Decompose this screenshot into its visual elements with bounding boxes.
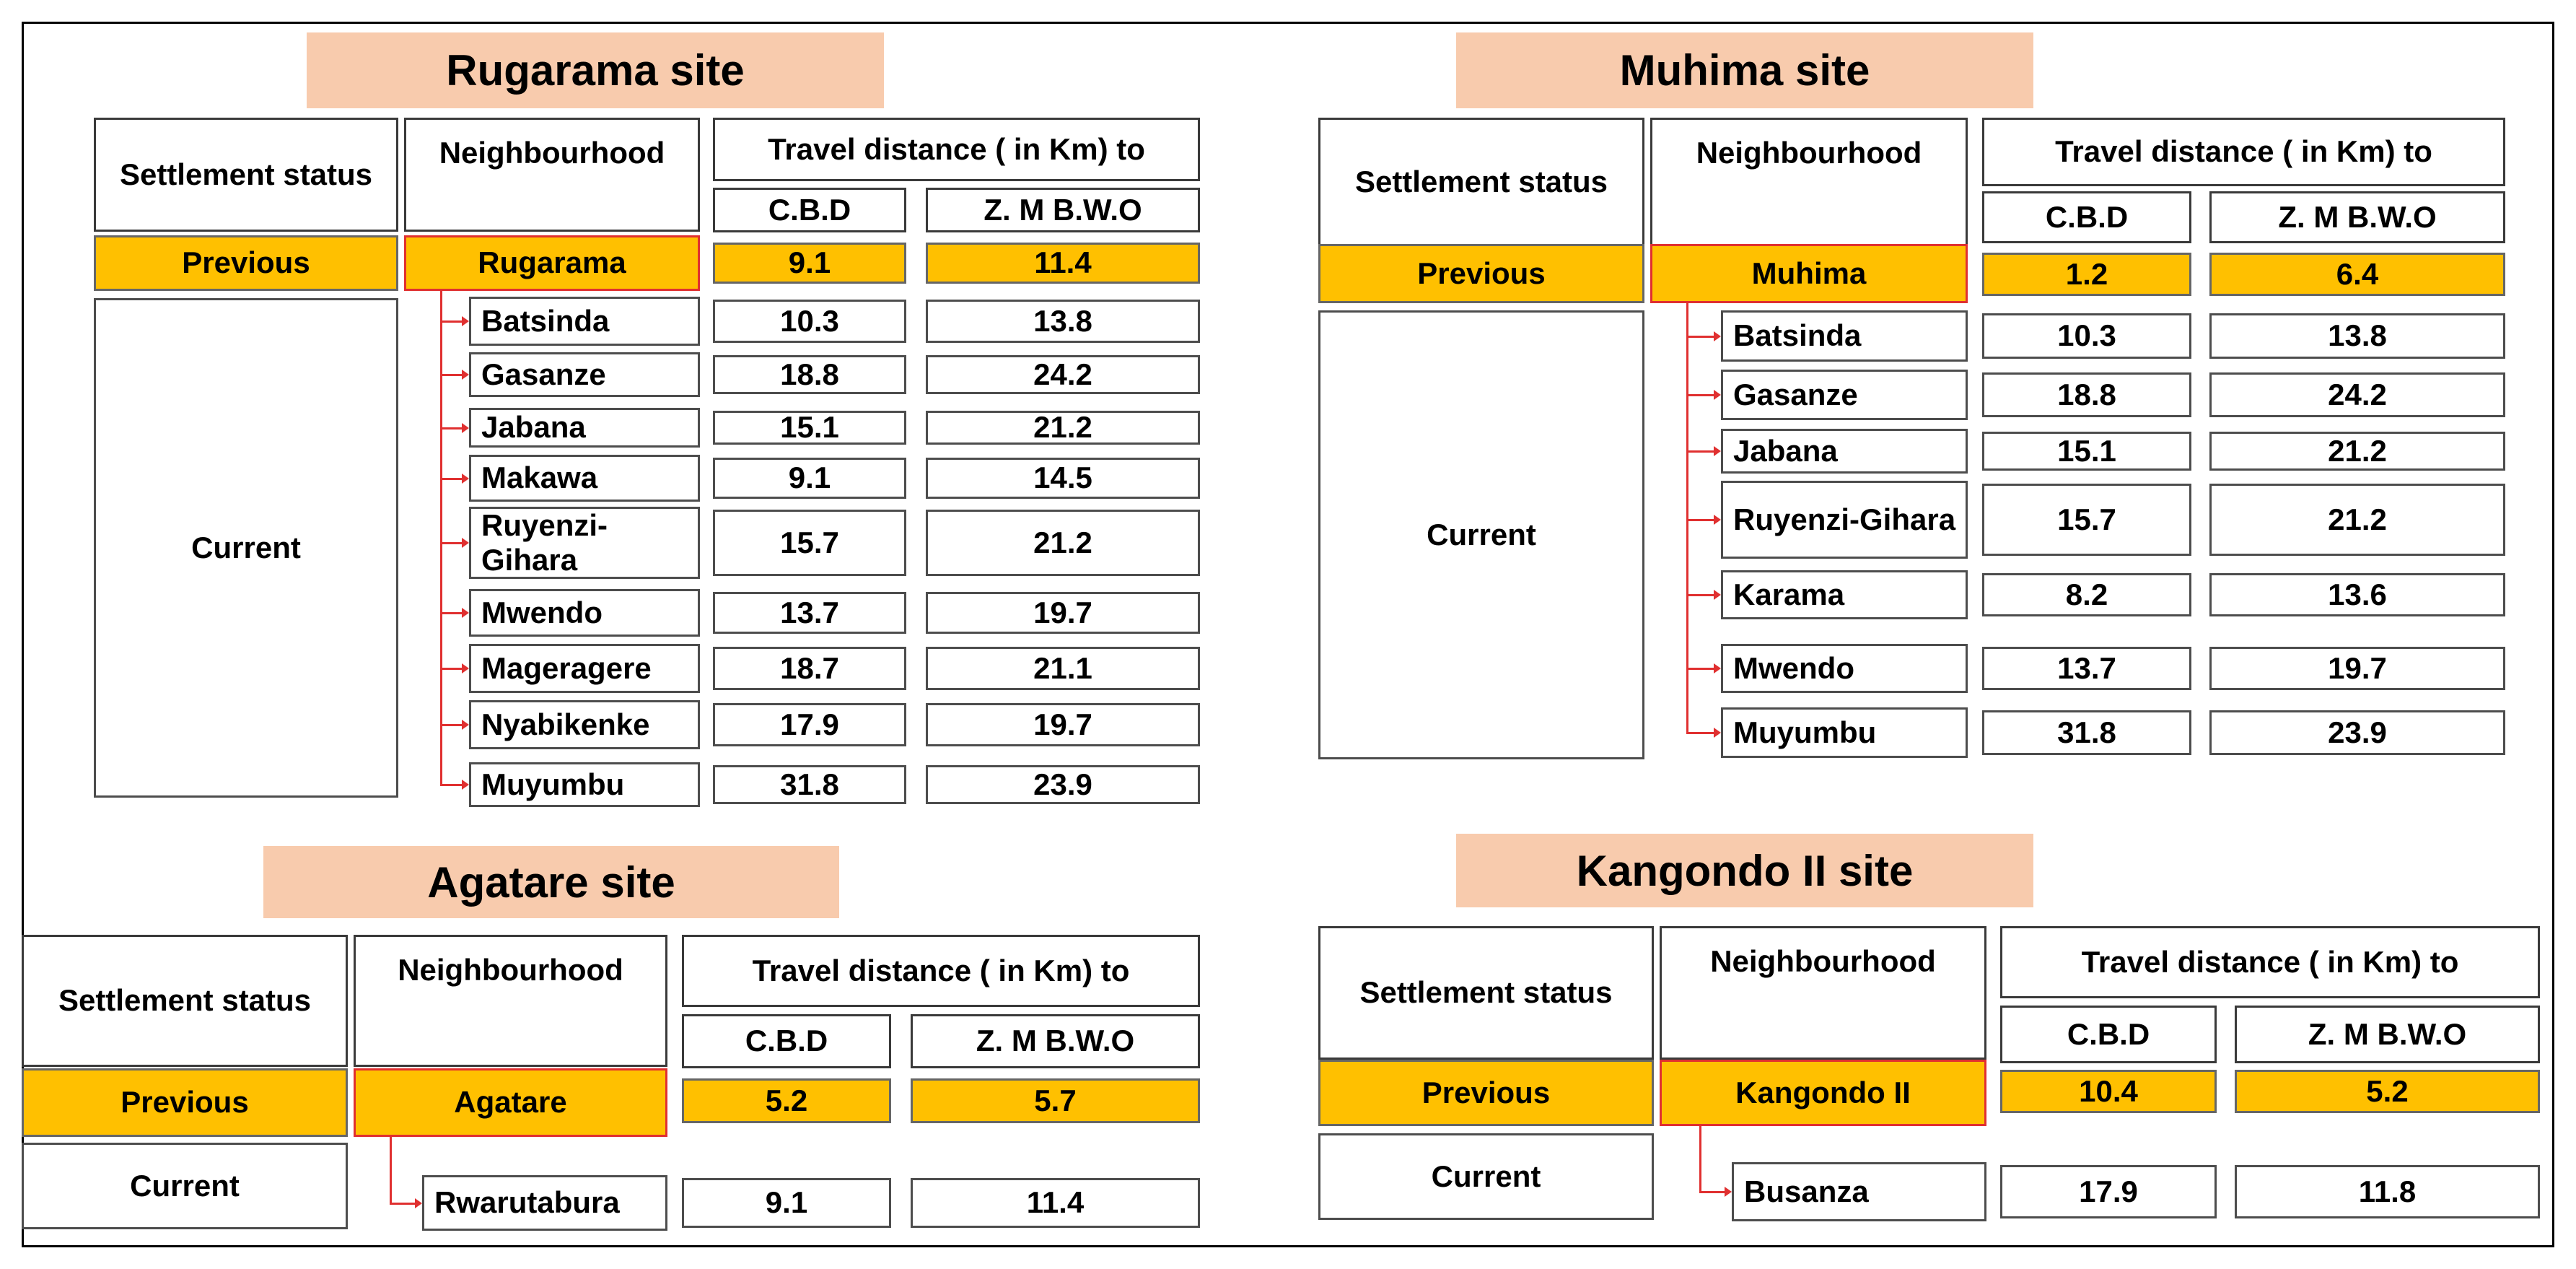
header-travel-distance: Travel distance ( in Km) to <box>713 118 1200 181</box>
previous-cbd-distance: 10.4 <box>2000 1070 2217 1113</box>
site-title: Rugarama site <box>307 32 884 108</box>
current-zmbwo-distance: 24.2 <box>926 355 1200 394</box>
current-label: Current <box>22 1143 348 1229</box>
previous-zmbwo-distance: 5.2 <box>2235 1070 2540 1113</box>
header-zmbwo: Z. M B.W.O <box>2209 191 2505 243</box>
previous-zmbwo-distance: 5.7 <box>911 1078 1200 1123</box>
connector-branch <box>1699 1191 1726 1193</box>
connector-branch <box>440 320 463 323</box>
current-zmbwo-distance: 13.8 <box>2209 313 2505 359</box>
previous-label: Previous <box>22 1068 348 1137</box>
header-zmbwo: Z. M B.W.O <box>911 1014 1200 1068</box>
arrow-icon <box>1714 590 1721 600</box>
current-cbd-distance: 31.8 <box>713 765 906 804</box>
current-neighbourhood: Busanza <box>1732 1162 1986 1221</box>
current-label: Current <box>1318 310 1644 759</box>
current-neighbourhood: Jabana <box>1721 429 1968 474</box>
current-zmbwo-distance: 21.2 <box>926 510 1200 576</box>
current-zmbwo-distance: 13.8 <box>926 300 1200 343</box>
current-cbd-distance: 10.3 <box>713 300 906 343</box>
current-zmbwo-distance: 23.9 <box>926 765 1200 804</box>
current-cbd-distance: 15.1 <box>1982 432 2191 471</box>
arrow-icon <box>462 316 469 326</box>
previous-cbd-distance: 9.1 <box>713 243 906 284</box>
header-cbd: C.B.D <box>1982 191 2191 243</box>
current-zmbwo-distance: 21.2 <box>2209 432 2505 471</box>
previous-label: Previous <box>94 235 398 291</box>
current-neighbourhood: Ruyenzi-Gihara <box>469 507 700 579</box>
connector-branch <box>440 668 463 670</box>
current-zmbwo-distance: 19.7 <box>2209 647 2505 690</box>
current-cbd-distance: 15.1 <box>713 411 906 445</box>
current-neighbourhood: Gasanze <box>469 352 700 397</box>
header-neighbourhood: Neighbourhood <box>1660 926 1986 1060</box>
current-neighbourhood: Muyumbu <box>469 762 700 807</box>
arrow-icon <box>462 608 469 618</box>
current-cbd-distance: 15.7 <box>713 510 906 576</box>
header-settlement-status: Settlement status <box>22 935 348 1067</box>
current-zmbwo-distance: 21.1 <box>926 647 1200 690</box>
header-cbd: C.B.D <box>2000 1006 2217 1063</box>
header-settlement-status: Settlement status <box>1318 926 1654 1060</box>
current-neighbourhood: Batsinda <box>469 297 700 346</box>
arrow-icon <box>1714 331 1721 341</box>
connector-branch <box>1686 394 1715 396</box>
header-neighbourhood: Neighbourhood <box>1650 118 1968 246</box>
connector-branch <box>440 478 463 480</box>
current-neighbourhood: Mwendo <box>469 589 700 637</box>
current-cbd-distance: 17.9 <box>713 703 906 746</box>
connector-branch <box>1686 732 1715 734</box>
current-neighbourhood: Batsinda <box>1721 310 1968 362</box>
current-cbd-distance: 18.8 <box>1982 372 2191 417</box>
current-cbd-distance: 8.2 <box>1982 573 2191 616</box>
header-zmbwo: Z. M B.W.O <box>2235 1006 2540 1063</box>
header-zmbwo: Z. M B.W.O <box>926 188 1200 232</box>
current-zmbwo-distance: 24.2 <box>2209 372 2505 417</box>
header-settlement-status: Settlement status <box>94 118 398 232</box>
header-travel-distance: Travel distance ( in Km) to <box>2000 926 2540 998</box>
current-cbd-distance: 17.9 <box>2000 1165 2217 1218</box>
previous-label: Previous <box>1318 1060 1654 1126</box>
arrow-icon <box>415 1198 422 1208</box>
current-neighbourhood: Mwendo <box>1721 644 1968 693</box>
current-zmbwo-distance: 19.7 <box>926 592 1200 634</box>
connector-branch <box>440 427 463 429</box>
connector-branch <box>1686 450 1715 453</box>
current-cbd-distance: 31.8 <box>1982 710 2191 755</box>
connector-line <box>440 291 442 785</box>
current-cbd-distance: 18.7 <box>713 647 906 690</box>
current-neighbourhood: Ruyenzi-Gihara <box>1721 481 1968 559</box>
current-cbd-distance: 9.1 <box>713 458 906 499</box>
current-cbd-distance: 9.1 <box>682 1178 891 1228</box>
header-cbd: C.B.D <box>682 1014 891 1068</box>
previous-cbd-distance: 5.2 <box>682 1078 891 1123</box>
site-title: Agatare site <box>263 846 839 918</box>
arrow-icon <box>1725 1187 1732 1197</box>
connector-branch <box>390 1203 416 1205</box>
connector-branch <box>440 724 463 726</box>
header-neighbourhood: Neighbourhood <box>354 935 667 1067</box>
previous-neighbourhood: Agatare <box>354 1068 667 1137</box>
previous-zmbwo-distance: 11.4 <box>926 243 1200 284</box>
connector-branch <box>440 784 463 786</box>
previous-neighbourhood: Kangondo II <box>1660 1060 1986 1126</box>
current-zmbwo-distance: 11.8 <box>2235 1165 2540 1218</box>
arrow-icon <box>462 474 469 484</box>
arrow-icon <box>1714 728 1721 738</box>
previous-neighbourhood: Rugarama <box>404 235 700 291</box>
current-neighbourhood: Jabana <box>469 408 700 448</box>
current-neighbourhood: Makawa <box>469 455 700 502</box>
current-neighbourhood: Rwarutabura <box>422 1175 667 1231</box>
connector-branch <box>1686 594 1715 596</box>
arrow-icon <box>462 720 469 730</box>
current-zmbwo-distance: 11.4 <box>911 1178 1200 1228</box>
header-travel-distance: Travel distance ( in Km) to <box>682 935 1200 1007</box>
header-neighbourhood: Neighbourhood <box>404 118 700 232</box>
connector-branch <box>440 542 463 544</box>
arrow-icon <box>462 423 469 433</box>
site-title: Muhima site <box>1456 32 2033 108</box>
connector-line <box>1699 1126 1701 1192</box>
site-title: Kangondo II site <box>1456 834 2033 907</box>
current-label: Current <box>94 298 398 798</box>
current-neighbourhood: Karama <box>1721 570 1968 619</box>
header-travel-distance: Travel distance ( in Km) to <box>1982 118 2505 186</box>
previous-zmbwo-distance: 6.4 <box>2209 253 2505 296</box>
connector-branch <box>440 374 463 376</box>
connector-line <box>390 1137 392 1203</box>
current-zmbwo-distance: 19.7 <box>926 703 1200 746</box>
connector-branch <box>1686 668 1715 670</box>
arrow-icon <box>462 370 469 380</box>
current-cbd-distance: 13.7 <box>713 592 906 634</box>
arrow-icon <box>1714 663 1721 673</box>
current-cbd-distance: 15.7 <box>1982 484 2191 556</box>
arrow-icon <box>1714 390 1721 400</box>
connector-branch <box>1686 519 1715 521</box>
connector-branch <box>1686 336 1715 338</box>
current-cbd-distance: 13.7 <box>1982 647 2191 690</box>
previous-neighbourhood: Muhima <box>1650 244 1968 303</box>
current-zmbwo-distance: 13.6 <box>2209 573 2505 616</box>
connector-branch <box>440 612 463 614</box>
current-zmbwo-distance: 14.5 <box>926 458 1200 499</box>
current-label: Current <box>1318 1133 1654 1220</box>
current-zmbwo-distance: 21.2 <box>926 411 1200 445</box>
previous-label: Previous <box>1318 244 1644 303</box>
current-cbd-distance: 10.3 <box>1982 313 2191 359</box>
current-neighbourhood: Mageragere <box>469 644 700 693</box>
arrow-icon <box>1714 446 1721 456</box>
current-zmbwo-distance: 21.2 <box>2209 484 2505 556</box>
arrow-icon <box>462 663 469 673</box>
current-neighbourhood: Gasanze <box>1721 370 1968 420</box>
arrow-icon <box>1714 515 1721 525</box>
current-neighbourhood: Nyabikenke <box>469 700 700 749</box>
header-settlement-status: Settlement status <box>1318 118 1644 246</box>
arrow-icon <box>462 538 469 548</box>
current-neighbourhood: Muyumbu <box>1721 707 1968 758</box>
current-cbd-distance: 18.8 <box>713 355 906 394</box>
previous-cbd-distance: 1.2 <box>1982 253 2191 296</box>
arrow-icon <box>462 780 469 790</box>
header-cbd: C.B.D <box>713 188 906 232</box>
current-zmbwo-distance: 23.9 <box>2209 710 2505 755</box>
